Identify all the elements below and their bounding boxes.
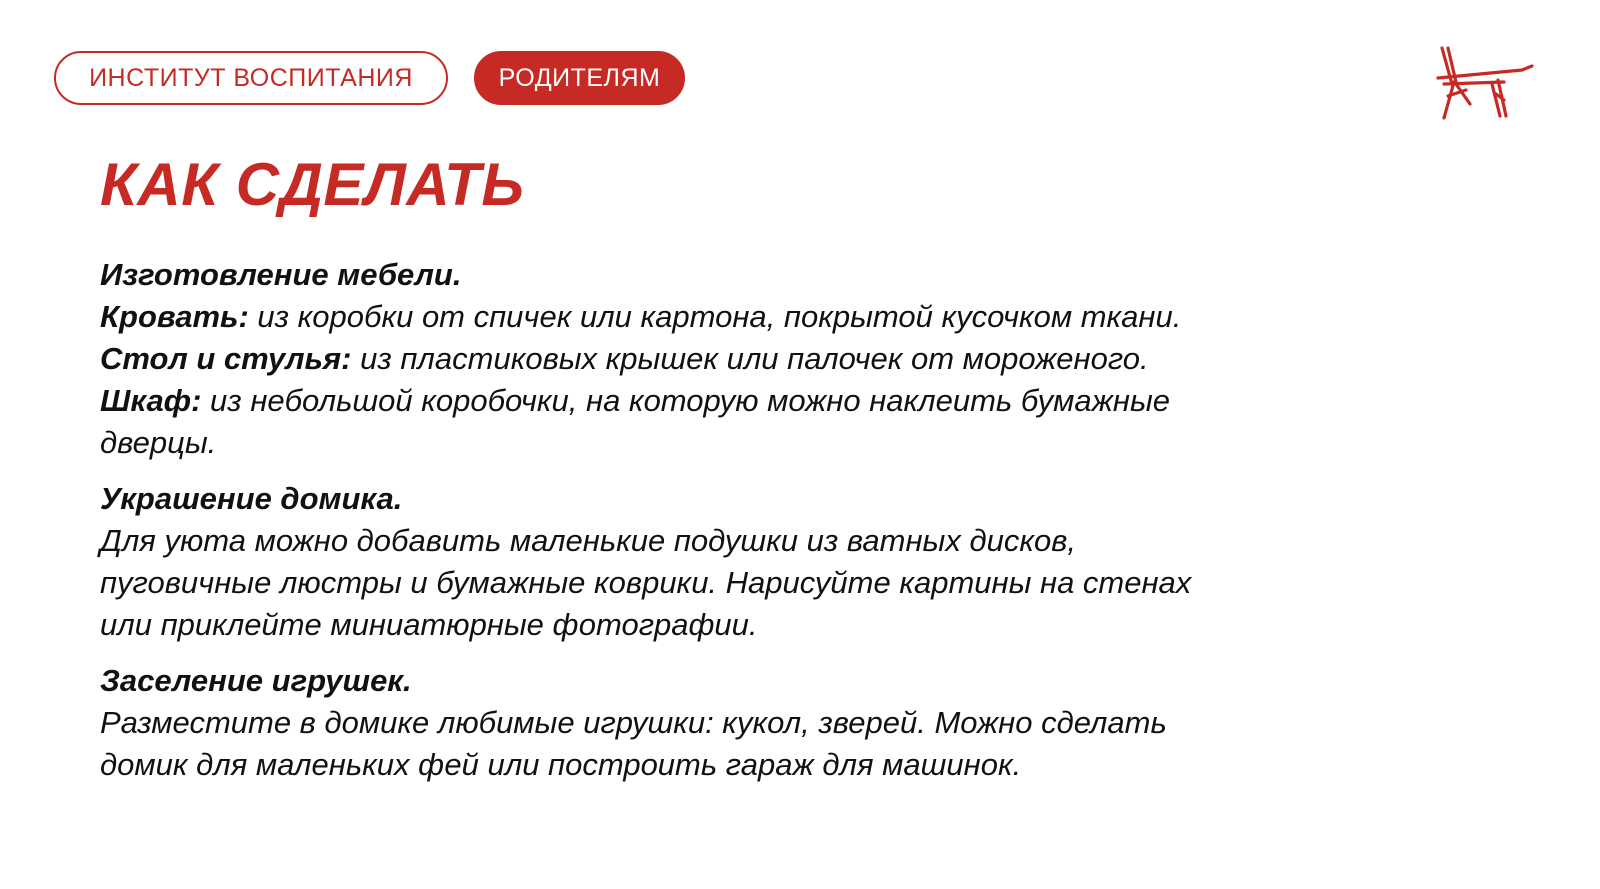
section-heading: Украшение домика. (100, 481, 403, 516)
paragraph-line: Для уюта можно добавить маленькие подушки из ватных дисков, (100, 523, 1077, 558)
list-item (100, 296, 1500, 338)
institute-tag[interactable]: ИНСТИТУТ ВОСПИТАНИЯ (54, 51, 448, 105)
section-furniture (100, 254, 1500, 464)
item-label: Стол и стулья: (100, 341, 352, 376)
item-text: из коробки от спичек или картона, покрытой кусочком ткани. (248, 299, 1182, 334)
section-heading: Заселение игрушек. (100, 663, 412, 698)
list-item (100, 338, 1500, 380)
parents-tag[interactable]: РОДИТЕЛЯМ (474, 51, 685, 105)
paragraph-line: или приклейте миниатюрные фотографии. (100, 607, 758, 642)
paragraph-line: Разместите в домике любимые игрушки: кукол, зверей. Можно сделать (100, 705, 1167, 740)
header-tags (54, 51, 685, 105)
page-title: КАК СДЕЛАТЬ (100, 151, 525, 218)
section-heading: Изготовление мебели. (100, 257, 462, 292)
section-toys (100, 660, 1500, 786)
item-text: из небольшой коробочки, на которую можно наклеить бумажные (201, 383, 1171, 418)
paragraph-line: домик для маленьких фей или построить гараж для машинок. (100, 747, 1022, 782)
instructions-body (100, 254, 1500, 800)
horse-logo-icon (1434, 44, 1534, 124)
list-item (100, 380, 1500, 422)
item-text-continuation: дверцы. (100, 425, 217, 460)
paragraph-line: пуговичные люстры и бумажные коврики. Нарисуйте картины на стенах (100, 565, 1192, 600)
item-text: из пластиковых крышек или палочек от мороженого. (351, 341, 1149, 376)
section-decoration (100, 478, 1500, 646)
item-label: Кровать: (100, 299, 249, 334)
item-label: Шкаф: (100, 383, 202, 418)
